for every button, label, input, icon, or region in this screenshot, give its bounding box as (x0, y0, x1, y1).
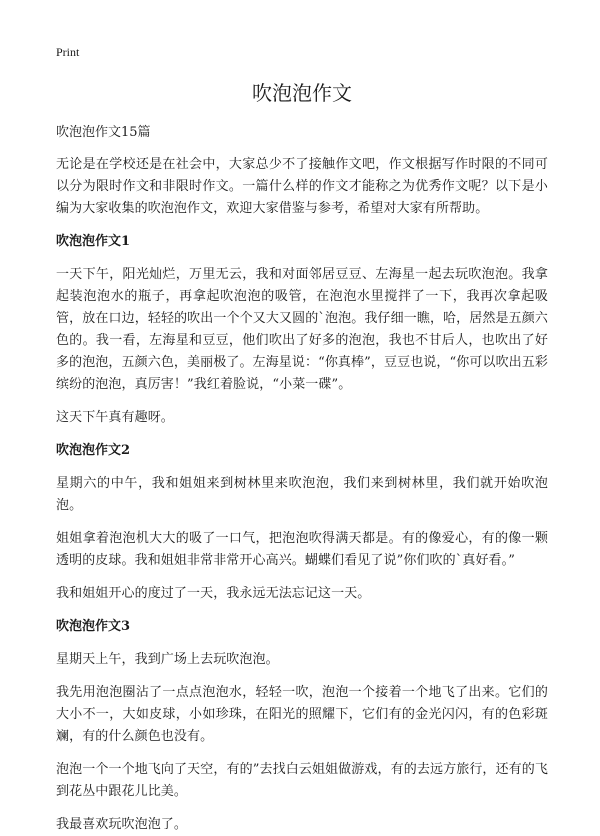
document-subtitle: 吹泡泡作文15篇 (56, 125, 151, 140)
section-heading: 吹泡泡作文1 (56, 234, 131, 249)
section-paragraph: 这天下午真有趣呀。 (56, 410, 174, 425)
section-paragraph: 泡泡一个一个地飞向了天空，有的”去找白云姐姐做游戏，有的去远方旅行，还有的飞到花丛中跟花儿比美。 (56, 762, 548, 799)
section-paragraph: 星期天上午，我到广场上去玩吹泡泡。 (56, 652, 279, 667)
section-paragraph: 我和姐姐开心的度过了一天，我永远无法忘记这一天。 (56, 586, 371, 601)
section-heading: 吹泡泡作文3 (56, 619, 131, 634)
section-paragraph: 我最喜欢玩吹泡泡了。 (56, 817, 188, 832)
intro-paragraph: 无论是在学校还是在社会中，大家总少不了接触作文吧，作文根据写作时限的不同可以分为限时作文和非限时作文。一篇什么样的作文才能称之为优秀作文呢？以下是小编为大家收集的吹泡泡作文，欢迎大家借鉴与参考，希望对大家有所帮助。 (56, 157, 548, 216)
section-heading: 吹泡泡作文2 (56, 443, 131, 458)
document-title: 吹泡泡作文 (252, 81, 352, 105)
section-paragraph: 我先用泡泡圈沾了一点点泡泡水，轻轻一吹，泡泡一个接着一个地飞了出来。它们的大小不一，大如皮球，小如珍珠，在阳光的照耀下，它们有的金光闪闪，有的色彩斑斓，有的什么颜色也没有。 (56, 685, 548, 744)
print-label[interactable]: Print (56, 45, 80, 59)
section-paragraph: 姐姐拿着泡泡机大大的吸了一口气，把泡泡吹得满天都是。有的像爱心，有的像一颗透明的皮球。我和姐姐非常非常开心高兴。蝴蝶们看见了说”你们吹的`真好看。” (56, 531, 548, 568)
section-paragraph: 星期六的中午，我和姐姐来到树林里来吹泡泡，我们来到树林里，我们就开始吹泡泡。 (56, 476, 548, 513)
section-paragraph: 一天下午，阳光灿烂，万里无云，我和对面邻居豆豆、左海星一起去玩吹泡泡。我拿起装泡泡水的瓶子，再拿起吹泡泡的吸管，在泡泡水里搅拌了一下，我再次拿起吸管，放在口边，轻轻的吹出一个个又大又圆的`泡泡。我仔细一瞧，哈，居然是五颜六色的。我一看，左海星和豆豆，他们吹出了好多的泡泡，我也不甘后人，也吹出了好多的泡泡，五颜六色，美丽极了。左海星说：“你真棒”，豆豆也说，“你可以吹出五彩缤纷的泡泡，真厉害！”我红着脸说，“小菜一碟”。 (56, 267, 548, 392)
